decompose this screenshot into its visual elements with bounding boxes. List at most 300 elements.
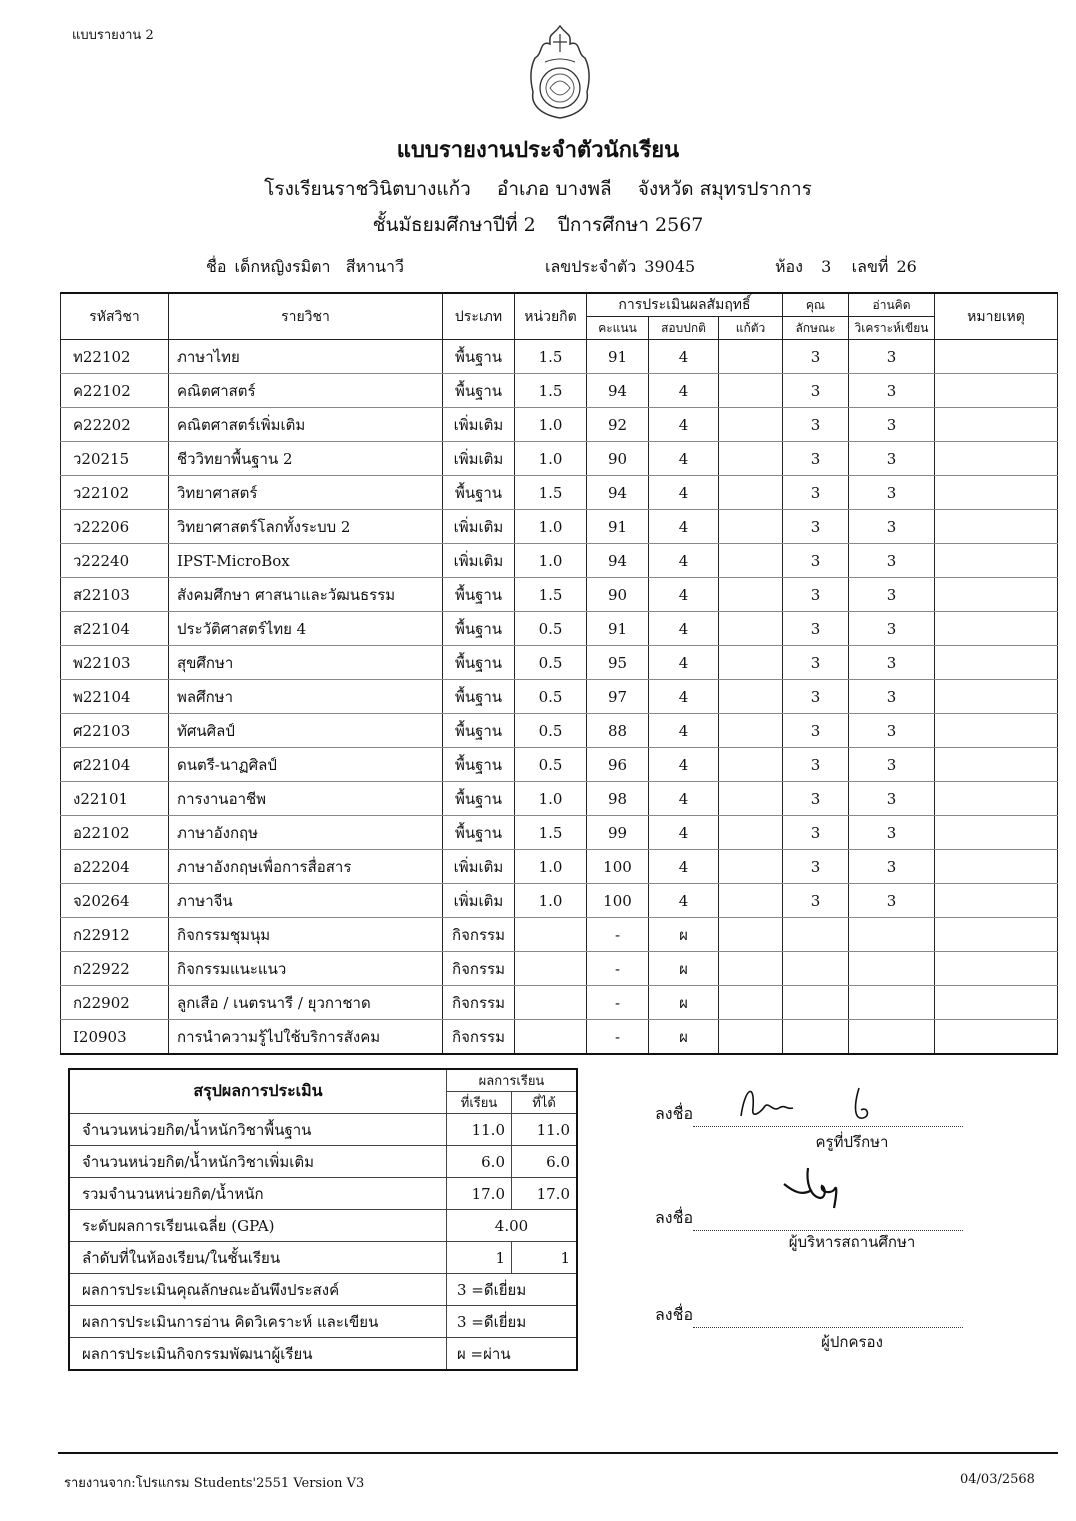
footer-source: รายงานจาก:โปรแกรม Students'2551 Version V3 — [64, 1476, 365, 1491]
row-remark — [935, 1020, 1058, 1055]
table-row — [61, 510, 1058, 544]
row-characteristics: 3 — [783, 748, 849, 782]
row-score: 91 — [587, 612, 649, 646]
row-exam-grade: 4 — [649, 408, 719, 442]
row-reading: 3 — [849, 850, 935, 884]
row-code: ส22103 — [61, 578, 169, 612]
row-score: 96 — [587, 748, 649, 782]
row-credits: 1.0 — [515, 510, 587, 544]
row-reading: 3 — [849, 544, 935, 578]
header-credits: หน่วยกิต — [515, 293, 587, 340]
row-code: อ22102 — [61, 816, 169, 850]
footer-date: 04/03/2568 — [960, 1472, 1035, 1487]
row-subject: วิทยาศาสตร์โลกทั้งระบบ 2 — [169, 510, 443, 544]
row-exam-grade: 4 — [649, 544, 719, 578]
row-characteristics — [783, 1020, 849, 1055]
rank-grade: 1 — [512, 1242, 578, 1274]
grade-level: ชั้นมัธยมศึกษาปีที่ 2 — [372, 214, 536, 236]
student-surname: สีหานาวี — [345, 257, 404, 276]
row-credits: 1.5 — [515, 476, 587, 510]
header-code: รหัสวิชา — [61, 293, 169, 340]
header-remark: หมายเหตุ — [935, 293, 1058, 340]
table-row — [61, 918, 1058, 952]
row-code: ท22102 — [61, 340, 169, 374]
row-characteristics: 3 — [783, 782, 849, 816]
header-type: ประเภท — [443, 293, 515, 340]
basic-credits-enrolled: 11.0 — [447, 1114, 512, 1146]
director-sign-label: ลงชื่อ — [655, 1208, 694, 1227]
header-char-top: คุณ — [783, 293, 849, 317]
row-subject: วิทยาศาสตร์ — [169, 476, 443, 510]
row-reading: 3 — [849, 816, 935, 850]
row-reading — [849, 918, 935, 952]
school-line — [0, 174, 1076, 204]
row-remark — [935, 612, 1058, 646]
row-code: อ22204 — [61, 850, 169, 884]
row-remedial — [719, 884, 783, 918]
row-credits: 1.5 — [515, 340, 587, 374]
row-characteristics: 3 — [783, 544, 849, 578]
table-row — [61, 714, 1058, 748]
row-reading: 3 — [849, 374, 935, 408]
row-exam-grade: 4 — [649, 578, 719, 612]
row-reading — [849, 952, 935, 986]
summary-table — [68, 1068, 578, 1371]
characteristics-result: 3 =ดีเยี่ยม — [447, 1274, 578, 1306]
row-type: กิจกรรม — [443, 986, 515, 1020]
table-row — [61, 952, 1058, 986]
row-remedial — [719, 476, 783, 510]
row-characteristics: 3 — [783, 884, 849, 918]
row-remedial — [719, 442, 783, 476]
rank-room: 1 — [447, 1242, 512, 1274]
row-characteristics: 3 — [783, 816, 849, 850]
row-code: ค22202 — [61, 408, 169, 442]
row-credits: 0.5 — [515, 714, 587, 748]
row-type: เพิ่มเติม — [443, 408, 515, 442]
row-remedial — [719, 850, 783, 884]
row-score: 98 — [587, 782, 649, 816]
row-remedial — [719, 782, 783, 816]
row-credits: 1.0 — [515, 544, 587, 578]
parent-role: ผู้ปกครอง — [821, 1333, 883, 1351]
row-remedial — [719, 544, 783, 578]
school-name: โรงเรียนราชวินิตบางแก้ว — [264, 178, 471, 200]
signature-dots — [693, 1313, 963, 1328]
activity-result: ผ =ผ่าน — [447, 1338, 578, 1371]
row-credits — [515, 952, 587, 986]
table-row — [61, 476, 1058, 510]
row-code: I20903 — [61, 1020, 169, 1055]
academic-year: ปีการศึกษา 2567 — [557, 214, 704, 236]
row-reading: 3 — [849, 578, 935, 612]
row-remark — [935, 918, 1058, 952]
row-type: พื้นฐาน — [443, 612, 515, 646]
rank-label: ลำดับที่ในห้องเรียน/ในชั้นเรียน — [69, 1242, 447, 1274]
row-exam-grade: 4 — [649, 680, 719, 714]
row-code: ส22104 — [61, 612, 169, 646]
row-score: 90 — [587, 578, 649, 612]
row-code: พ22104 — [61, 680, 169, 714]
characteristics-label: ผลการประเมินคุณลักษณะอันพึงประสงค์ — [69, 1274, 447, 1306]
report-title: แบบรายงานประจำตัวนักเรียน — [396, 137, 680, 163]
row-type: เพิ่มเติม — [443, 884, 515, 918]
row-subject: สุขศึกษา — [169, 646, 443, 680]
row-remedial — [719, 408, 783, 442]
row-remedial — [719, 714, 783, 748]
director-signature-icon — [780, 1162, 870, 1217]
row-reading: 3 — [849, 510, 935, 544]
row-remedial — [719, 340, 783, 374]
row-code: ว22102 — [61, 476, 169, 510]
row-remark — [935, 714, 1058, 748]
row-score: 90 — [587, 442, 649, 476]
row-characteristics: 3 — [783, 408, 849, 442]
row-subject: IPST-MicroBox — [169, 544, 443, 578]
table-row — [61, 782, 1058, 816]
row-credits — [515, 918, 587, 952]
row-type: พื้นฐาน — [443, 748, 515, 782]
row-subject: ดนตรี-นาฏศิลป์ — [169, 748, 443, 782]
summary-title: สรุปผลการประเมิน — [69, 1069, 447, 1114]
table-row — [61, 544, 1058, 578]
table-row — [61, 340, 1058, 374]
row-code: ก22922 — [61, 952, 169, 986]
row-score: 94 — [587, 544, 649, 578]
row-remark — [935, 544, 1058, 578]
row-characteristics: 3 — [783, 714, 849, 748]
table-row — [61, 374, 1058, 408]
director-role: ผู้บริหารสถานศึกษา — [788, 1233, 916, 1251]
gpa-value: 4.00 — [447, 1210, 578, 1242]
row-subject: ประวัติศาสตร์ไทย 4 — [169, 612, 443, 646]
row-score: - — [587, 986, 649, 1020]
basic-credits-label: จำนวนหน่วยกิต/น้ำหนักวิชาพื้นฐาน — [69, 1114, 447, 1146]
advisor-role: ครูที่ปรึกษา — [815, 1133, 889, 1151]
row-credits — [515, 1020, 587, 1055]
row-score: - — [587, 1020, 649, 1055]
row-remark — [935, 748, 1058, 782]
advisor-signature-icon — [735, 1078, 885, 1128]
total-credits-label: รวมจำนวนหน่วยกิต/น้ำหนัก — [69, 1178, 447, 1210]
row-reading: 3 — [849, 612, 935, 646]
row-exam-grade: 4 — [649, 646, 719, 680]
header-read-bottom: วิเคราะห์เขียน — [849, 317, 935, 340]
row-credits: 0.5 — [515, 646, 587, 680]
row-characteristics: 3 — [783, 340, 849, 374]
row-subject: ทัศนศิลป์ — [169, 714, 443, 748]
school-district: อำเภอ บางพลี — [496, 178, 612, 200]
row-credits — [515, 986, 587, 1020]
row-remark — [935, 510, 1058, 544]
table-row — [61, 442, 1058, 476]
reading-label: ผลการประเมินการอ่าน คิดวิเคราะห์ และเขียน — [69, 1306, 447, 1338]
row-characteristics — [783, 986, 849, 1020]
result-header: ผลการเรียน — [447, 1069, 578, 1092]
row-characteristics: 3 — [783, 510, 849, 544]
row-credits: 1.0 — [515, 442, 587, 476]
row-score: 95 — [587, 646, 649, 680]
row-credits: 1.0 — [515, 782, 587, 816]
row-subject: คณิตศาสตร์ — [169, 374, 443, 408]
table-row — [61, 850, 1058, 884]
row-credits: 1.0 — [515, 884, 587, 918]
activity-label: ผลการประเมินกิจกรรมพัฒนาผู้เรียน — [69, 1338, 447, 1371]
row-exam-grade: 4 — [649, 374, 719, 408]
row-characteristics — [783, 918, 849, 952]
row-code: จ20264 — [61, 884, 169, 918]
row-reading: 3 — [849, 680, 935, 714]
additional-credits-earned: 6.0 — [512, 1146, 578, 1178]
row-subject: กิจกรรมแนะแนว — [169, 952, 443, 986]
row-exam-grade: 4 — [649, 816, 719, 850]
table-row — [61, 612, 1058, 646]
row-credits: 0.5 — [515, 748, 587, 782]
row-subject: ลูกเสือ / เนตรนารี / ยุวกาชาด — [169, 986, 443, 1020]
row-remedial — [719, 748, 783, 782]
form-code: แบบรายงาน 2 — [72, 28, 154, 43]
row-code: ว22206 — [61, 510, 169, 544]
row-score: 100 — [587, 850, 649, 884]
row-remark — [935, 476, 1058, 510]
row-subject: การนำความรู้ไปใช้บริการสังคม — [169, 1020, 443, 1055]
row-remark — [935, 884, 1058, 918]
row-exam-grade: 4 — [649, 748, 719, 782]
table-row — [61, 680, 1058, 714]
header-char-bottom: ลักษณะ — [783, 317, 849, 340]
room-value: 3 — [821, 257, 832, 276]
school-province: จังหวัด สมุทรปราการ — [637, 178, 812, 200]
row-remark — [935, 646, 1058, 680]
row-subject: ภาษาไทย — [169, 340, 443, 374]
row-reading: 3 — [849, 408, 935, 442]
footer-divider — [58, 1452, 1058, 1454]
row-subject: ภาษาอังกฤษเพื่อการสื่อสาร — [169, 850, 443, 884]
row-subject: สังคมศึกษา ศาสนาและวัฒนธรรม — [169, 578, 443, 612]
row-score: 94 — [587, 476, 649, 510]
row-subject: ชีววิทยาพื้นฐาน 2 — [169, 442, 443, 476]
row-remedial — [719, 918, 783, 952]
row-subject: ภาษาจีน — [169, 884, 443, 918]
row-score: - — [587, 918, 649, 952]
row-exam-grade: ผ — [649, 1020, 719, 1055]
reading-result: 3 =ดีเยี่ยม — [447, 1306, 578, 1338]
row-remedial — [719, 816, 783, 850]
row-remark — [935, 816, 1058, 850]
row-type: กิจกรรม — [443, 918, 515, 952]
header-exam: สอบปกติ — [649, 317, 719, 340]
row-code: ก22902 — [61, 986, 169, 1020]
table-row — [61, 578, 1058, 612]
parent-sign-label: ลงชื่อ — [655, 1305, 694, 1324]
row-type: กิจกรรม — [443, 1020, 515, 1055]
row-characteristics: 3 — [783, 612, 849, 646]
row-remark — [935, 374, 1058, 408]
row-reading — [849, 1020, 935, 1055]
row-credits: 1.5 — [515, 374, 587, 408]
row-type: พื้นฐาน — [443, 680, 515, 714]
row-reading: 3 — [849, 476, 935, 510]
row-characteristics: 3 — [783, 646, 849, 680]
number-value: 26 — [896, 257, 917, 276]
row-reading: 3 — [849, 646, 935, 680]
row-characteristics — [783, 952, 849, 986]
student-name: เด็กหญิงรมิตา — [234, 257, 331, 276]
number-label: เลขที่ — [851, 257, 889, 276]
row-subject: กิจกรรมชุมนุม — [169, 918, 443, 952]
row-exam-grade: 4 — [649, 782, 719, 816]
row-credits: 1.0 — [515, 408, 587, 442]
row-type: พื้นฐาน — [443, 646, 515, 680]
table-row — [61, 408, 1058, 442]
row-type: กิจกรรม — [443, 952, 515, 986]
row-reading: 3 — [849, 340, 935, 374]
row-type: พื้นฐาน — [443, 816, 515, 850]
table-row — [61, 646, 1058, 680]
additional-credits-label: จำนวนหน่วยกิต/น้ำหนักวิชาเพิ่มเติม — [69, 1146, 447, 1178]
table-row — [61, 1020, 1058, 1055]
row-score: 92 — [587, 408, 649, 442]
row-type: พื้นฐาน — [443, 782, 515, 816]
row-reading: 3 — [849, 442, 935, 476]
row-subject: ภาษาอังกฤษ — [169, 816, 443, 850]
row-remedial — [719, 986, 783, 1020]
gpa-label: ระดับผลการเรียนเฉลี่ย (GPA) — [69, 1210, 447, 1242]
row-reading: 3 — [849, 714, 935, 748]
row-type: พื้นฐาน — [443, 340, 515, 374]
row-remark — [935, 850, 1058, 884]
row-credits: 0.5 — [515, 680, 587, 714]
row-type: พื้นฐาน — [443, 374, 515, 408]
grade-line — [0, 210, 1076, 240]
row-remedial — [719, 578, 783, 612]
row-type: เพิ่มเติม — [443, 442, 515, 476]
earned-header: ที่ได้ — [512, 1092, 578, 1114]
table-row — [61, 986, 1058, 1020]
row-credits: 1.5 — [515, 816, 587, 850]
row-subject: คณิตศาสตร์เพิ่มเติม — [169, 408, 443, 442]
row-remedial — [719, 646, 783, 680]
row-exam-grade: 4 — [649, 850, 719, 884]
name-label: ชื่อ — [206, 257, 227, 276]
row-score: 91 — [587, 340, 649, 374]
row-type: พื้นฐาน — [443, 476, 515, 510]
grades-table — [60, 292, 1058, 1055]
row-reading: 3 — [849, 782, 935, 816]
row-type: เพิ่มเติม — [443, 850, 515, 884]
basic-credits-earned: 11.0 — [512, 1114, 578, 1146]
row-remedial — [719, 374, 783, 408]
id-label: เลขประจำตัว — [545, 257, 637, 276]
row-code: ว22240 — [61, 544, 169, 578]
row-code: ศ22103 — [61, 714, 169, 748]
row-characteristics: 3 — [783, 850, 849, 884]
table-row — [61, 748, 1058, 782]
row-exam-grade: 4 — [649, 714, 719, 748]
row-exam-grade: 4 — [649, 510, 719, 544]
row-exam-grade: 4 — [649, 476, 719, 510]
row-subject: การงานอาชีพ — [169, 782, 443, 816]
row-characteristics: 3 — [783, 680, 849, 714]
row-type: พื้นฐาน — [443, 714, 515, 748]
row-credits: 0.5 — [515, 612, 587, 646]
row-exam-grade: 4 — [649, 612, 719, 646]
header-read-top: อ่านคิด — [849, 293, 935, 317]
table-row — [61, 816, 1058, 850]
row-characteristics: 3 — [783, 374, 849, 408]
row-characteristics: 3 — [783, 578, 849, 612]
parent-signature-line — [655, 1303, 963, 1328]
row-reading: 3 — [849, 884, 935, 918]
header-achievement: การประเมินผลสัมฤทธิ์ — [587, 293, 783, 317]
row-remark — [935, 782, 1058, 816]
row-score: - — [587, 952, 649, 986]
row-subject: พลศึกษา — [169, 680, 443, 714]
row-remedial — [719, 510, 783, 544]
row-remedial — [719, 952, 783, 986]
header-remedial: แก้ตัว — [719, 317, 783, 340]
row-score: 91 — [587, 510, 649, 544]
school-emblem-icon — [525, 22, 595, 122]
row-code: ค22102 — [61, 374, 169, 408]
row-score: 88 — [587, 714, 649, 748]
room-line — [775, 255, 917, 280]
row-credits: 1.0 — [515, 850, 587, 884]
grades-table-body — [61, 340, 1058, 1055]
total-credits-enrolled: 17.0 — [447, 1178, 512, 1210]
row-exam-grade: 4 — [649, 442, 719, 476]
row-characteristics: 3 — [783, 476, 849, 510]
row-remark — [935, 578, 1058, 612]
row-type: เพิ่มเติม — [443, 510, 515, 544]
row-characteristics: 3 — [783, 442, 849, 476]
student-id: 39045 — [644, 257, 696, 276]
row-score: 99 — [587, 816, 649, 850]
header-subject: รายวิชา — [169, 293, 443, 340]
row-credits: 1.5 — [515, 578, 587, 612]
row-type: พื้นฐาน — [443, 578, 515, 612]
row-remedial — [719, 612, 783, 646]
student-id-line — [545, 255, 695, 280]
row-score: 100 — [587, 884, 649, 918]
student-name-line — [206, 255, 404, 280]
row-exam-grade: ผ — [649, 918, 719, 952]
row-code: ก22912 — [61, 918, 169, 952]
row-code: ศ22104 — [61, 748, 169, 782]
row-remark — [935, 952, 1058, 986]
row-exam-grade: 4 — [649, 340, 719, 374]
row-score: 94 — [587, 374, 649, 408]
total-credits-earned: 17.0 — [512, 1178, 578, 1210]
row-remark — [935, 680, 1058, 714]
signature-dots — [693, 1216, 963, 1231]
row-remark — [935, 340, 1058, 374]
row-code: พ22103 — [61, 646, 169, 680]
row-code: ว20215 — [61, 442, 169, 476]
row-remedial — [719, 680, 783, 714]
row-type: เพิ่มเติม — [443, 544, 515, 578]
header-score: คะแนน — [587, 317, 649, 340]
row-code: ง22101 — [61, 782, 169, 816]
row-score: 97 — [587, 680, 649, 714]
table-row — [61, 884, 1058, 918]
additional-credits-enrolled: 6.0 — [447, 1146, 512, 1178]
row-remark — [935, 442, 1058, 476]
row-remark — [935, 408, 1058, 442]
row-remark — [935, 986, 1058, 1020]
row-reading — [849, 986, 935, 1020]
row-exam-grade: ผ — [649, 952, 719, 986]
